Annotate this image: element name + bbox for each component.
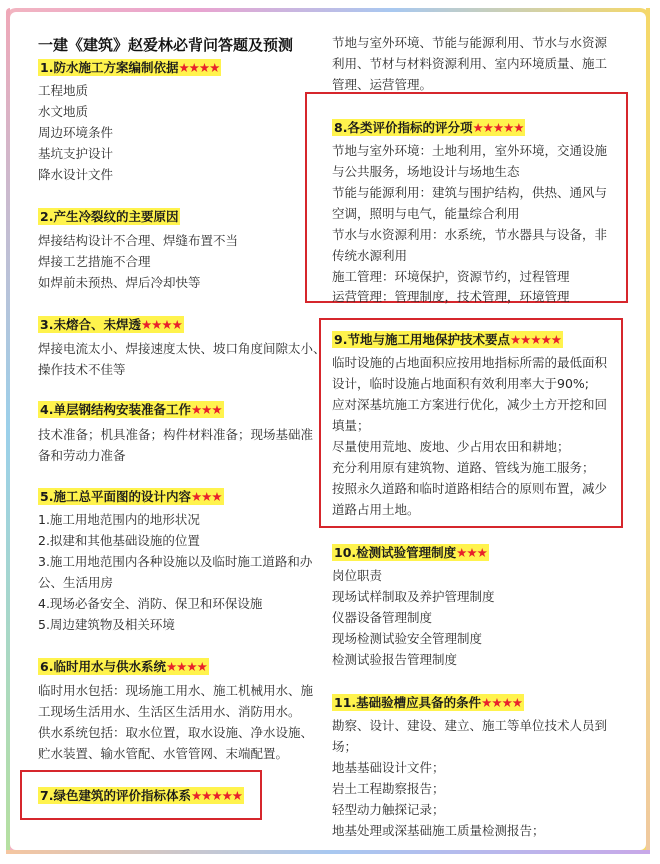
rating-stars: ★★★★ xyxy=(481,695,522,710)
section-heading-1 xyxy=(38,58,221,78)
rating-stars: ★★★★ xyxy=(178,60,220,75)
section-heading-8 xyxy=(332,118,525,138)
list-item: 空调，照明与电气，能量综合利用 xyxy=(332,206,520,221)
list-item: 按照永久道路和临时道路相结合的原则布置，减少 xyxy=(332,481,608,496)
rating-stars: ★★★★ xyxy=(165,659,207,674)
border-bottom-accent xyxy=(6,850,650,854)
list-item: 焊接结构设计不合理、焊缝布置不当 xyxy=(38,233,239,248)
list-item: 水文地质 xyxy=(38,104,89,119)
list-item: 焊接电流太小、焊接速度太快、坡口角度间隙太小、 xyxy=(38,341,326,356)
section-title: 5.施工总平面图的设计内容 xyxy=(40,489,191,504)
rating-stars: ★★★★ xyxy=(140,317,182,332)
list-item: 施工管理：环境保护，资源节约，过程管理 xyxy=(332,269,570,284)
list-item: 与公共服务，场地设计与场地生态 xyxy=(332,164,520,179)
list-item: 降水设计文件 xyxy=(38,167,114,182)
list-item: 设计，临时设施占地面积有效利用率大于90%; xyxy=(332,376,589,391)
list-item: 3.施工用地范围内各种设施以及临时施工道路和办 xyxy=(38,554,313,569)
section-title: 9.节地与施工用地保护技术要点 xyxy=(334,332,510,347)
section-title: 3.未熔合、未焊透 xyxy=(40,317,141,332)
section-heading-4 xyxy=(38,400,224,420)
list-item: 岗位职责 xyxy=(332,568,383,583)
list-item: 传统水源利用 xyxy=(332,248,408,263)
list-item: 焊接工艺措施不合理 xyxy=(38,254,151,269)
list-item: 节地与室外环境：土地利用，室外环境，交通设施 xyxy=(332,143,608,158)
list-item: 供水系统包括：取水位置，取水设施、净水设施、 xyxy=(38,725,314,740)
list-item: 节水与水资源利用：水系统，节水器具与设备，非 xyxy=(332,227,608,242)
section-title: 2.产生冷裂纹的主要原因 xyxy=(40,209,179,224)
section-title: 1.防水施工方案编制依据 xyxy=(40,60,179,75)
list-item: 操作技术不佳等 xyxy=(38,362,126,377)
section-heading-10 xyxy=(332,543,489,563)
list-item: 填量； xyxy=(332,418,370,433)
list-item: 仪器设备管理制度 xyxy=(332,610,433,625)
list-item: 临时用水包括：现场施工用水、施工机械用水、施 xyxy=(38,683,314,698)
list-item: 工程地质 xyxy=(38,83,89,98)
section-title: 4.单层钢结构安装准备工作 xyxy=(40,402,191,417)
rating-stars: ★★★ xyxy=(456,545,487,560)
list-item: 地基处理或深基础施工质量检测报告； xyxy=(332,823,545,838)
section-heading-7 xyxy=(38,786,244,806)
rating-stars: ★★★★★ xyxy=(509,332,561,347)
section-title: 8.各类评价指标的评分项 xyxy=(334,120,473,135)
list-item: 应对深基坑施工方案进行优化，减少土方开挖和回 xyxy=(332,397,608,412)
list-item: 检测试验报告管理制度 xyxy=(332,652,458,667)
list-item: 基坑支护设计 xyxy=(38,146,114,161)
section-heading-9 xyxy=(332,330,563,350)
section-heading-6 xyxy=(38,657,209,677)
list-item: 1.施工用地范围内的地形状况 xyxy=(38,512,200,527)
section-title: 6.临时用水与供水系统 xyxy=(40,659,166,674)
rating-stars: ★★★ xyxy=(190,402,222,417)
list-item: 充分利用原有建筑物、道路、管线为施工服务； xyxy=(332,460,595,475)
section-title: 7.绿色建筑的评价指标体系 xyxy=(40,788,191,803)
list-item: 地基基础设计文件； xyxy=(332,760,445,775)
section-heading-2 xyxy=(38,207,180,227)
list-item: 技术准备；机具准备；构件材料准备；现场基础准 xyxy=(38,427,314,442)
list-item: 轻型动力触探记录； xyxy=(332,802,445,817)
border-right-accent xyxy=(646,8,650,854)
list-item: 贮水装置、输水管配、水管管网、末端配置。 xyxy=(38,746,289,761)
list-item: 管理、运营管理。 xyxy=(332,77,433,92)
list-item: 备和劳动力准备 xyxy=(38,448,126,463)
border-left-accent xyxy=(6,8,10,854)
list-item: 节能与能源利用：建筑与围护结构，供热、通风与 xyxy=(332,185,608,200)
list-item: 工现场生活用水、生活区生活用水、消防用水。 xyxy=(38,704,301,719)
list-item: 场； xyxy=(332,739,358,754)
list-item: 利用、节材与材料资源利用、室内环境质量、施工 xyxy=(332,56,608,71)
section-heading-3 xyxy=(38,315,184,335)
rating-stars: ★★★★★ xyxy=(472,120,524,135)
list-item: 运营管理：管理制度，技术管理，环境管理 xyxy=(332,289,570,304)
list-item: 现场检测试验安全管理制度 xyxy=(332,631,483,646)
list-item: 如焊前未预热、焊后冷却快等 xyxy=(38,275,201,290)
rating-stars: ★★★★★ xyxy=(190,788,242,803)
list-item: 勘察、设计、建设、建立、施工等单位技术人员到 xyxy=(332,718,608,733)
list-item: 5.周边建筑物及相关环境 xyxy=(38,617,175,632)
list-item: 道路占用土地。 xyxy=(332,502,420,517)
list-item: 公、生活用房 xyxy=(38,575,114,590)
section-title: 11.基础验槽应具备的条件 xyxy=(334,695,482,710)
section-title: 10.检测试验管理制度 xyxy=(334,545,457,560)
list-item: 岩土工程勘察报告； xyxy=(332,781,445,796)
list-item: 2.拟建和其他基础设施的位置 xyxy=(38,533,200,548)
list-item: 临时设施的占地面积应按用地指标所需的最低面积 xyxy=(332,355,608,370)
rating-stars: ★★★ xyxy=(190,489,222,504)
list-item: 4.现场必备安全、消防、保卫和环保设施 xyxy=(38,596,263,611)
page-title: 一建《建筑》赵爱林必背问答题及预测 xyxy=(38,36,294,54)
section-heading-11 xyxy=(332,693,524,713)
list-item: 现场试样制取及养护管理制度 xyxy=(332,589,495,604)
section-heading-5 xyxy=(38,487,224,507)
list-item: 尽量使用荒地、废地、少占用农田和耕地； xyxy=(332,439,570,454)
list-item: 节地与室外环境、节能与能源利用、节水与水资源 xyxy=(332,35,608,50)
list-item: 周边环境条件 xyxy=(38,125,114,140)
